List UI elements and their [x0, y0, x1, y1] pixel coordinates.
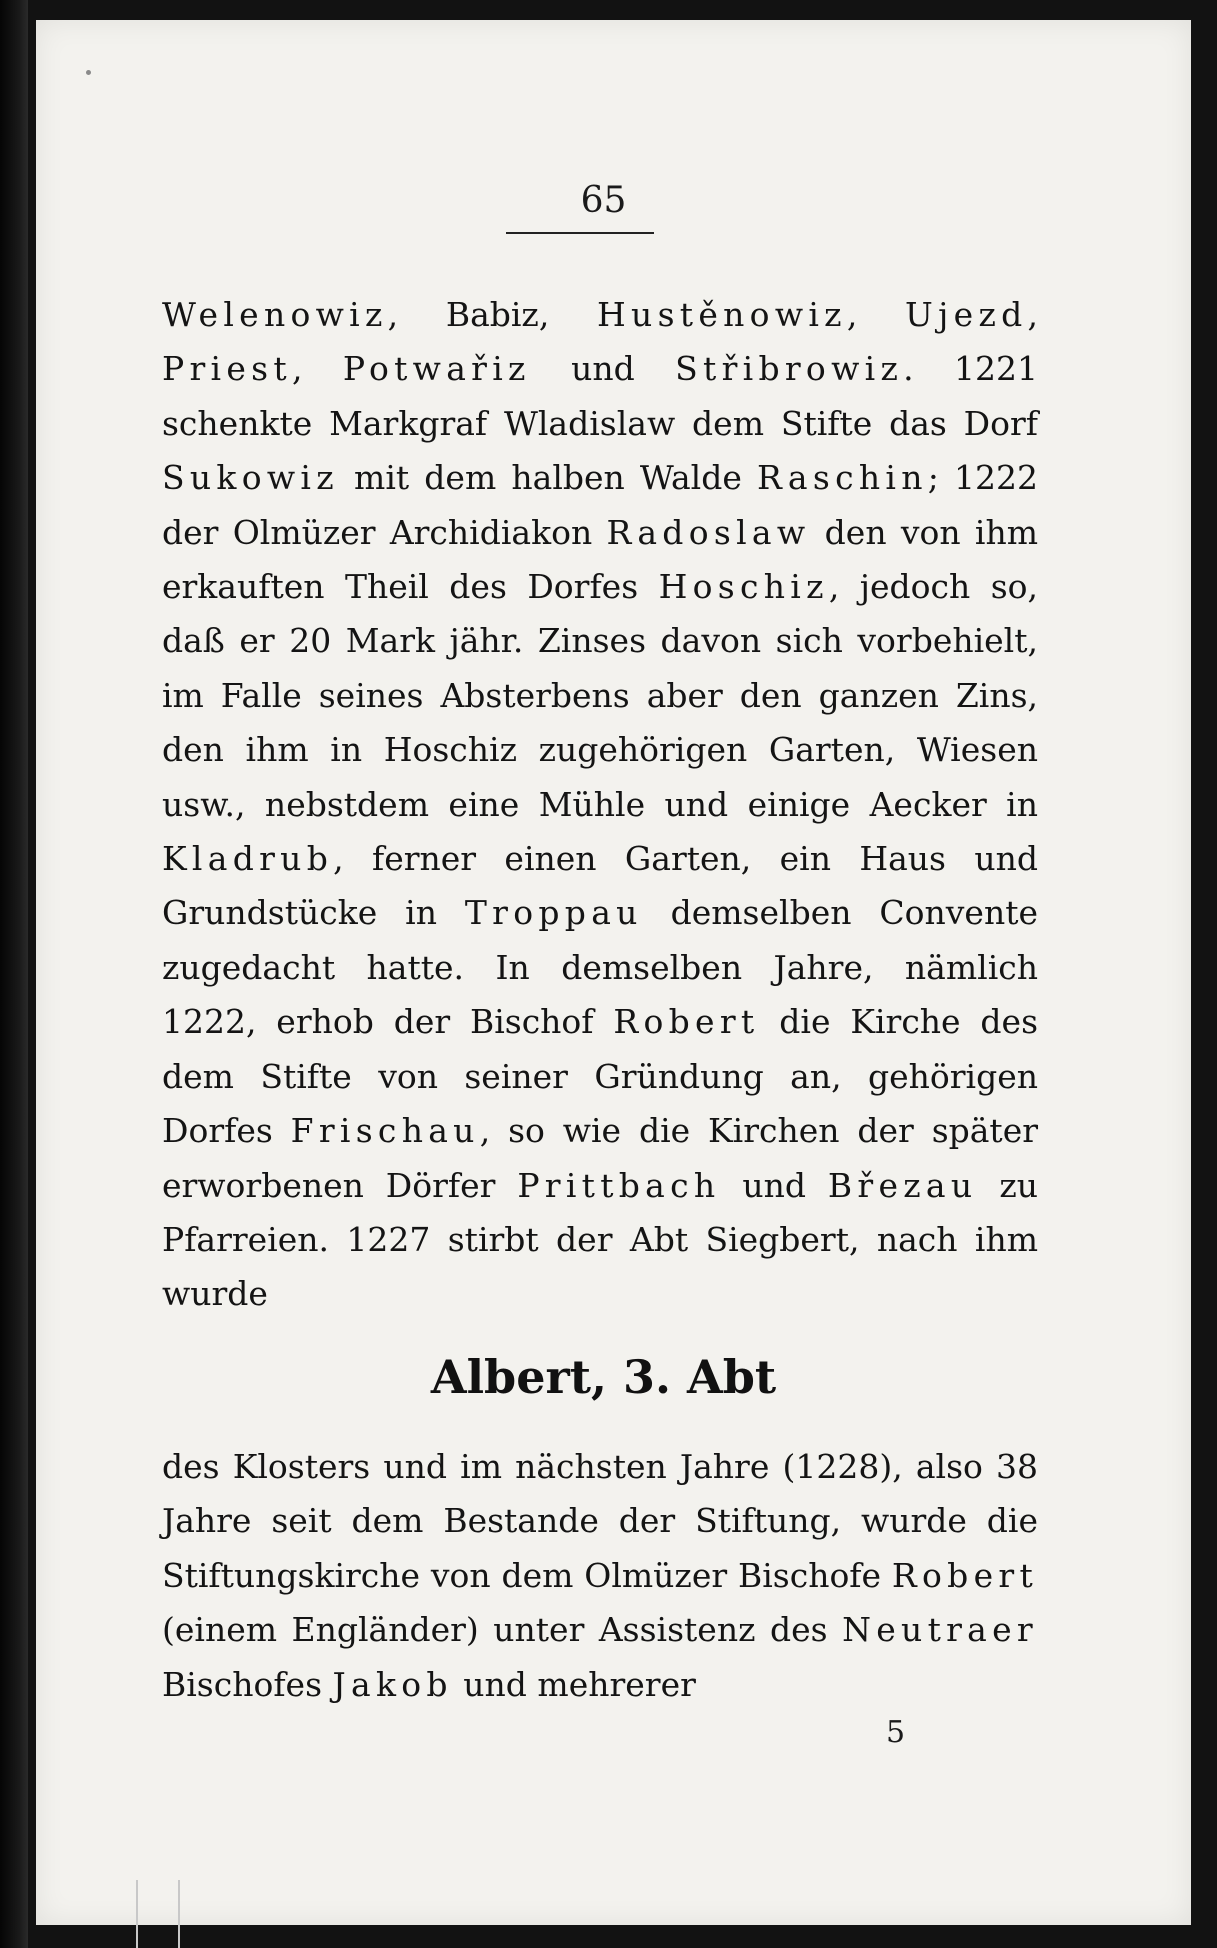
text-run: mit dem halben Walde [338, 458, 758, 498]
text-run: , [291, 349, 343, 389]
paragraph-1 [162, 288, 1038, 1322]
spaced-name: Welenowiz [162, 295, 388, 334]
binding-marks [136, 1880, 180, 1948]
spaced-name: Jakob [332, 1664, 453, 1704]
text-run: den von ihm erkauften Theil des Dorfes [162, 512, 1038, 607]
text-run: zu Pfarreien. 1227 stirbt der Abt Siegbert, nach ihm wurde [162, 1165, 1038, 1314]
text-run: , [846, 295, 906, 334]
text-run: und mehrerer [452, 1664, 696, 1704]
spaced-name: Robert [613, 1002, 760, 1042]
paragraph-2 [162, 1440, 1038, 1712]
spaced-name: Priest [162, 349, 292, 389]
spaced-name: Ujezd [905, 295, 1028, 334]
text-run: , ferner einen Garten, ein Haus und Grundstücke in [162, 839, 1038, 933]
binding-edge [0, 0, 28, 1948]
text-run: . 1221 schenkte Markgraf Wladislaw dem Stifte das Dorf [162, 349, 1038, 443]
spaced-name: Neutraer [842, 1610, 1038, 1650]
spaced-name: Březau [827, 1165, 978, 1205]
text-run: , jedoch so, daß er 20 Mark jähr. Zinses davon sich vorbehielt, im Falle seines Absterbens aber den ganzen Zins, den ihm in Hoschiz zugehörigen Garten, Wiesen usw., nebstdem eine Mühle und einige Aecker in [162, 567, 1038, 824]
text-run: und [720, 1165, 828, 1205]
text-run: ; 1222 der Olmüzer Archidiakon [162, 458, 1039, 552]
page-number: 65 [580, 180, 627, 221]
signature-mark: 5 [886, 1715, 906, 1750]
spaced-name: Robert [891, 1555, 1038, 1595]
section-heading: Albert, 3. Abt [430, 1350, 777, 1404]
spaced-name: Kladrub [162, 839, 334, 879]
text-run: die Kirche des dem Stifte von seiner Gründung an, gehörigen Dorfes [162, 1002, 1039, 1151]
text-run: und [530, 349, 676, 389]
spaced-name: Raschin [757, 458, 928, 498]
text-run: (einem Engländer) unter Assistenz des [162, 1610, 843, 1650]
page-number-rule [506, 232, 654, 234]
spaced-name: Troppau [464, 893, 643, 933]
spaced-name: Hustěnowiz [596, 295, 847, 334]
text-run: demselben Convente zugedacht hatte. In demselben Jahre, nämlich 1222, erhob der Bischof [162, 893, 1038, 1042]
spaced-name: Prittbach [517, 1165, 721, 1205]
spaced-name: Hoschiz [658, 567, 829, 607]
text-run: des Klosters und im nächsten Jahre (1228), also 38 Jahre seit dem Bestande der Stiftung, wurde die Stiftungskirche von dem Olmüzer Bischofe [162, 1447, 1038, 1595]
spaced-name: Radoslaw [606, 512, 811, 552]
spaced-name: Sukowiz [162, 458, 339, 498]
paper-speck [86, 70, 91, 75]
text-run: , Babiz, [387, 295, 597, 334]
spaced-name: Střibrowiz [675, 349, 904, 389]
book-page [36, 20, 1191, 1925]
spaced-name: Frischau [290, 1111, 480, 1151]
text-run: , so wie die Kirchen der später erworbenen Dörfer [162, 1111, 1038, 1205]
text-run: , [1027, 295, 1039, 334]
text-run: Bischofes [162, 1664, 333, 1704]
spaced-name: Potwařiz [342, 349, 531, 389]
